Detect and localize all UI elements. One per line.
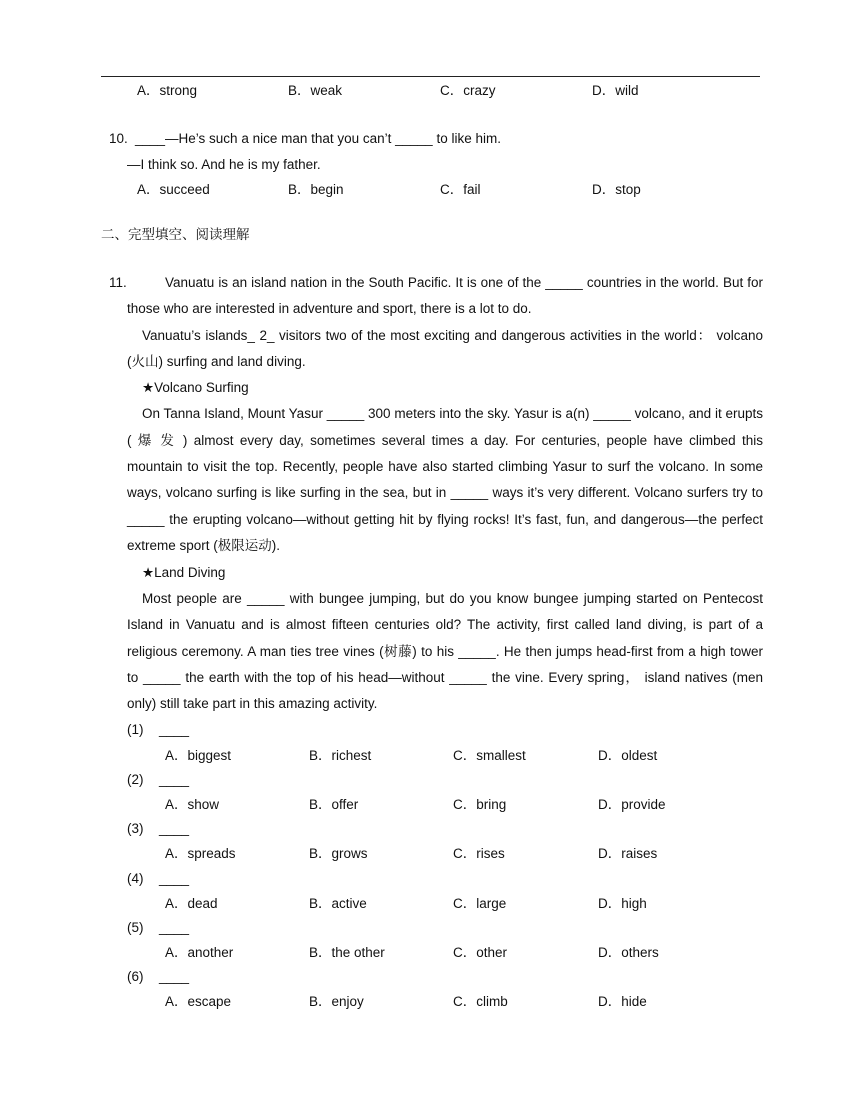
option-b[interactable]: B．offer (309, 797, 359, 812)
answer-blank[interactable]: ____ (159, 920, 190, 935)
passage-line: those who are interested in adventure and sport, there is a lot to do. (127, 301, 532, 316)
option-d[interactable]: D．others (598, 945, 659, 960)
subquestion-options (0, 847, 860, 865)
q10-line2: —I think so. And he is my father. (127, 157, 321, 172)
passage-line: mountain to visit the top. Recently, people have also started climbing Yasur to surf the volcano. In some (127, 459, 763, 474)
answer-blank[interactable]: ____ (159, 772, 190, 787)
answer-blank[interactable]: ____ (159, 821, 190, 836)
option-d[interactable]: D．hide (598, 994, 647, 1009)
option-b[interactable]: B．grows (309, 846, 368, 861)
passage-line: Most people are _____ with bungee jumping, but do you know bungee jumping started on Pentecost (142, 591, 763, 606)
option-a[interactable]: A．spreads (165, 846, 236, 861)
option-c[interactable]: C．climb (453, 994, 508, 1009)
answer-blank[interactable]: ____ (159, 871, 190, 886)
option-c[interactable]: C．smallest (453, 748, 526, 763)
subheading-volcano-surfing: ★Volcano Surfing (142, 380, 249, 395)
option-b[interactable]: B．the other (309, 945, 385, 960)
option-d[interactable]: D．provide (598, 797, 666, 812)
q10-line1: ____—He’s such a nice man that you can’t _____ to like him. (135, 131, 501, 146)
subquestion-label: (2) (127, 772, 144, 787)
subquestion-options (0, 749, 860, 767)
q9-options (0, 84, 860, 102)
passage-line: On Tanna Island, Mount Yasur _____ 300 meters into the sky. Yasur is a(n) _____ volcano, and it erupts (142, 406, 763, 421)
q10-number: 10. (109, 131, 128, 146)
option-a[interactable]: A．show (165, 797, 220, 812)
option-d[interactable]: D．high (598, 896, 647, 911)
option-c[interactable]: C．bring (453, 797, 507, 812)
subquestion-options (0, 798, 860, 816)
q11-number: 11. (109, 275, 127, 290)
answer-blank[interactable]: ____ (159, 969, 190, 984)
option-c[interactable]: C．large (453, 896, 507, 911)
subquestion-label: (3) (127, 821, 144, 836)
q10-option-d[interactable]: D．stop (592, 182, 641, 197)
q9-option-a[interactable]: A．strong (137, 83, 198, 98)
q10-option-b[interactable]: B．begin (288, 182, 344, 197)
option-d[interactable]: D．raises (598, 846, 658, 861)
option-a[interactable]: A．escape (165, 994, 232, 1009)
option-c[interactable]: C．rises (453, 846, 505, 861)
passage-line: Island in Vanuatu and is almost fifteen centuries old? The activity, first called land diving, is part of a (127, 617, 763, 632)
option-b[interactable]: B．richest (309, 748, 372, 763)
q10-option-a[interactable]: A．succeed (137, 182, 210, 197)
passage-line: to _____ the earth with the top of his head—without _____ the vine. Every spring， island natives (men (127, 670, 763, 685)
top-divider (101, 76, 760, 77)
option-d[interactable]: D．oldest (598, 748, 658, 763)
passage-line: religious ceremony. A man ties tree vines (树藤) to his _____. He then jumps head-first from a high tower (127, 644, 763, 659)
subquestion-label: (5) (127, 920, 144, 935)
option-a[interactable]: A．biggest (165, 748, 232, 763)
option-a[interactable]: A．another (165, 945, 234, 960)
answer-blank[interactable]: ____ (159, 722, 190, 737)
q10-options (0, 183, 860, 201)
subquestion-label: (4) (127, 871, 144, 886)
passage-line: ( 爆 发 ) almost every day, sometimes several times a day. For centuries, people have climbed this (127, 433, 763, 448)
q10-option-c[interactable]: C．fail (440, 182, 481, 197)
subquestion-options (0, 897, 860, 915)
q9-option-b[interactable]: B．weak (288, 83, 343, 98)
passage-line: extreme sport (极限运动). (127, 538, 281, 553)
subquestion-options (0, 946, 860, 964)
q9-option-d[interactable]: D．wild (592, 83, 639, 98)
passage-line: only) still take part in this amazing activity. (127, 696, 378, 711)
passage-line: _____ the erupting volcano—without getting hit by flying rocks! It’s fast, fun, and dangerous—the perfect (127, 512, 763, 527)
subquestion-label: (1) (127, 722, 144, 737)
section-title: 二、完型填空、阅读理解 (101, 227, 250, 243)
passage-line: Vanuatu’s islands_ 2_ visitors two of the most exciting and dangerous activities in the world： volcano (142, 328, 763, 343)
option-a[interactable]: A．dead (165, 896, 218, 911)
option-b[interactable]: B．active (309, 896, 367, 911)
q9-option-c[interactable]: C．crazy (440, 83, 496, 98)
option-c[interactable]: C．other (453, 945, 508, 960)
passage-line: Vanuatu is an island nation in the South Pacific. It is one of the _____ countries in the world. But for (165, 275, 763, 290)
passage-line: ways, volcano surfing is like surfing in the sea, but in _____ ways it’s very different. Volcano surfers try to (127, 485, 763, 500)
option-b[interactable]: B．enjoy (309, 994, 364, 1009)
subheading-land-diving: ★Land Diving (142, 565, 226, 580)
passage-line: (火山) surfing and land diving. (127, 354, 306, 369)
subquestion-options (0, 995, 860, 1013)
subquestion-label: (6) (127, 969, 144, 984)
